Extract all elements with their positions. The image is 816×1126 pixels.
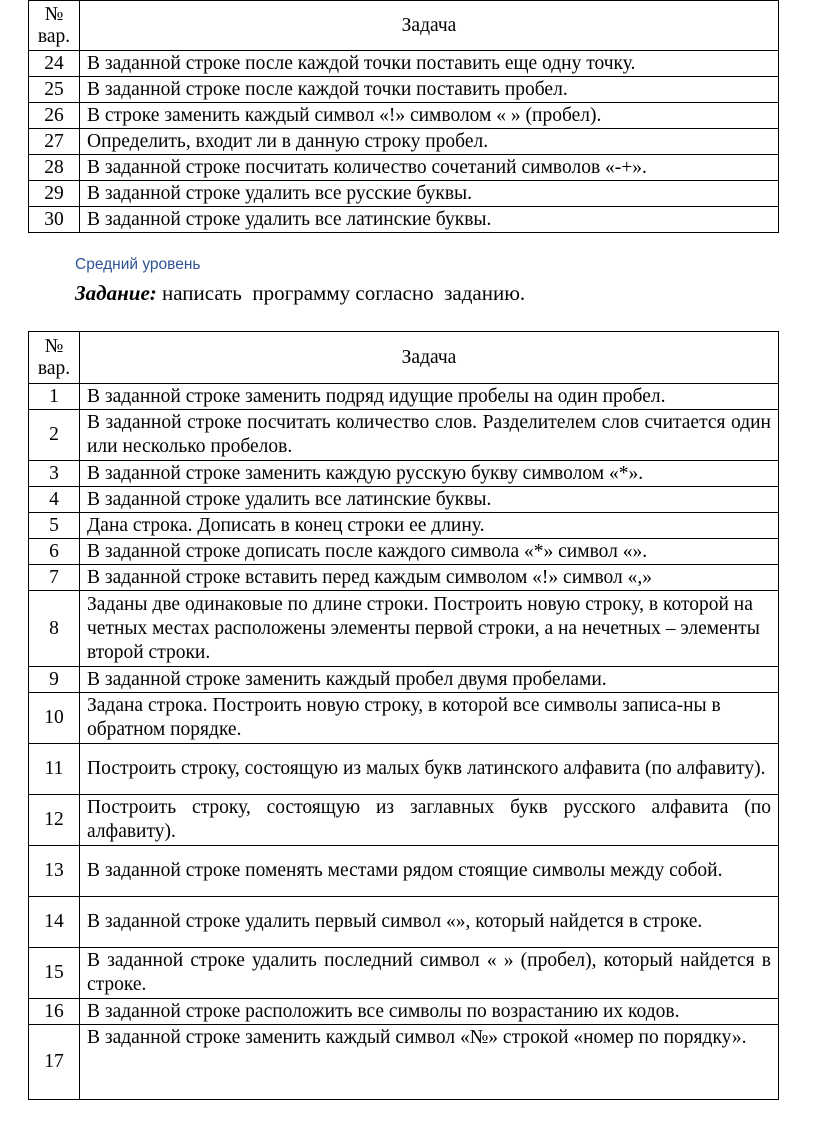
row-task-text: В заданной строке поменять местами рядом стоящие символы между собой. — [80, 846, 779, 897]
table-row — [29, 539, 779, 565]
row-number: 2 — [29, 410, 80, 461]
row-number: 14 — [29, 897, 80, 948]
table-row — [29, 155, 779, 181]
table-header-row — [29, 1, 779, 51]
row-task-text: В заданной строке посчитать количество сочетаний символов «-+». — [80, 155, 779, 181]
row-number: 24 — [29, 51, 80, 77]
row-task-text: В заданной строке удалить последний символ « » (пробел), который найдется в строке. — [80, 948, 779, 999]
header-num-cell: № вар. — [29, 1, 80, 51]
table-row — [29, 181, 779, 207]
table-row — [29, 513, 779, 539]
table-row — [29, 77, 779, 103]
row-task-text: В заданной строке удалить все русские буквы. — [80, 181, 779, 207]
row-task-text: В заданной строке заменить подряд идущие пробелы на один пробел. — [80, 384, 779, 410]
table-row — [29, 51, 779, 77]
row-task-text: В заданной строке расположить все символы по возрастанию их кодов. — [80, 999, 779, 1025]
row-number: 27 — [29, 129, 80, 155]
row-task-text: В заданной строке дописать после каждого символа «*» символ «». — [80, 539, 779, 565]
row-task-text: В заданной строке заменить каждую русскую букву символом «*». — [80, 461, 779, 487]
row-task-text: В заданной строке после каждой точки поставить пробел. — [80, 77, 779, 103]
row-number: 28 — [29, 155, 80, 181]
row-task-text: В заданной строке удалить все латинские буквы. — [80, 487, 779, 513]
row-number: 6 — [29, 539, 80, 565]
header-task-cell: Задача — [80, 1, 779, 51]
assignment-label: Задание: — [75, 281, 157, 305]
row-number: 26 — [29, 103, 80, 129]
table-row — [29, 103, 779, 129]
table-row — [29, 129, 779, 155]
row-task-text: В заданной строке заменить каждый символ «№» строкой «номер по порядку». — [80, 1025, 779, 1100]
header-num-cell: № вар. — [29, 332, 80, 384]
row-number: 25 — [29, 77, 80, 103]
row-task-text: В заданной строке после каждой точки поставить еще одну точку. — [80, 51, 779, 77]
row-task-text: Построить строку, состоящую из заглавных букв русского алфавита (по алфавиту). — [80, 795, 779, 846]
table-row — [29, 461, 779, 487]
table-row — [29, 744, 779, 795]
assignment-line — [75, 281, 525, 306]
row-number: 4 — [29, 487, 80, 513]
table-row — [29, 1025, 779, 1100]
row-task-text: Дана строка. Дописать в конец строки ее длину. — [80, 513, 779, 539]
table-row — [29, 410, 779, 461]
row-task-text: Заданы две одинаковые по длине строки. Построить новую строку, в которой на четных местах расположены элементы первой строки, а на нечетных – элементы второй строки. — [80, 591, 779, 667]
task-table-intermediate — [28, 331, 779, 1100]
table-row — [29, 846, 779, 897]
row-number: 12 — [29, 795, 80, 846]
table-row — [29, 795, 779, 846]
row-task-text: В заданной строке удалить все латинские буквы. — [80, 207, 779, 233]
table-row — [29, 693, 779, 744]
row-number: 13 — [29, 846, 80, 897]
row-number: 17 — [29, 1025, 80, 1100]
row-task-text: В строке заменить каждый символ «!» символом « » (пробел). — [80, 103, 779, 129]
assignment-text: написать программу согласно заданию. — [156, 281, 526, 305]
row-number: 9 — [29, 667, 80, 693]
row-number: 30 — [29, 207, 80, 233]
row-number: 8 — [29, 591, 80, 667]
table-header-row — [29, 332, 779, 384]
row-number: 10 — [29, 693, 80, 744]
section-heading: Средний уровень — [75, 256, 201, 273]
row-task-text: В заданной строке посчитать количество слов. Разделителем слов считается один или несколько пробелов. — [80, 410, 779, 461]
table-row — [29, 207, 779, 233]
row-number: 11 — [29, 744, 80, 795]
row-number: 16 — [29, 999, 80, 1025]
row-number: 5 — [29, 513, 80, 539]
row-number: 7 — [29, 565, 80, 591]
row-number: 1 — [29, 384, 80, 410]
row-task-text: В заданной строке заменить каждый пробел двумя пробелами. — [80, 667, 779, 693]
header-task-cell: Задача — [80, 332, 779, 384]
table-row — [29, 897, 779, 948]
row-task-text: Задана строка. Построить новую строку, в которой все символы записа-ны в обратном порядке. — [80, 693, 779, 744]
table-row — [29, 565, 779, 591]
table-row — [29, 999, 779, 1025]
row-task-text: В заданной строке вставить перед каждым символом «!» символ «,» — [80, 565, 779, 591]
row-task-text: Определить, входит ли в данную строку пробел. — [80, 129, 779, 155]
row-task-text: Построить строку, состоящую из малых букв латинского алфавита (по алфавиту). — [80, 744, 779, 795]
row-number: 29 — [29, 181, 80, 207]
table-row — [29, 667, 779, 693]
row-number: 15 — [29, 948, 80, 999]
table-row — [29, 948, 779, 999]
table-row — [29, 591, 779, 667]
table-row — [29, 384, 779, 410]
row-number: 3 — [29, 461, 80, 487]
table-row — [29, 487, 779, 513]
row-task-text: В заданной строке удалить первый символ «», который найдется в строке. — [80, 897, 779, 948]
task-table-basic — [28, 0, 779, 233]
